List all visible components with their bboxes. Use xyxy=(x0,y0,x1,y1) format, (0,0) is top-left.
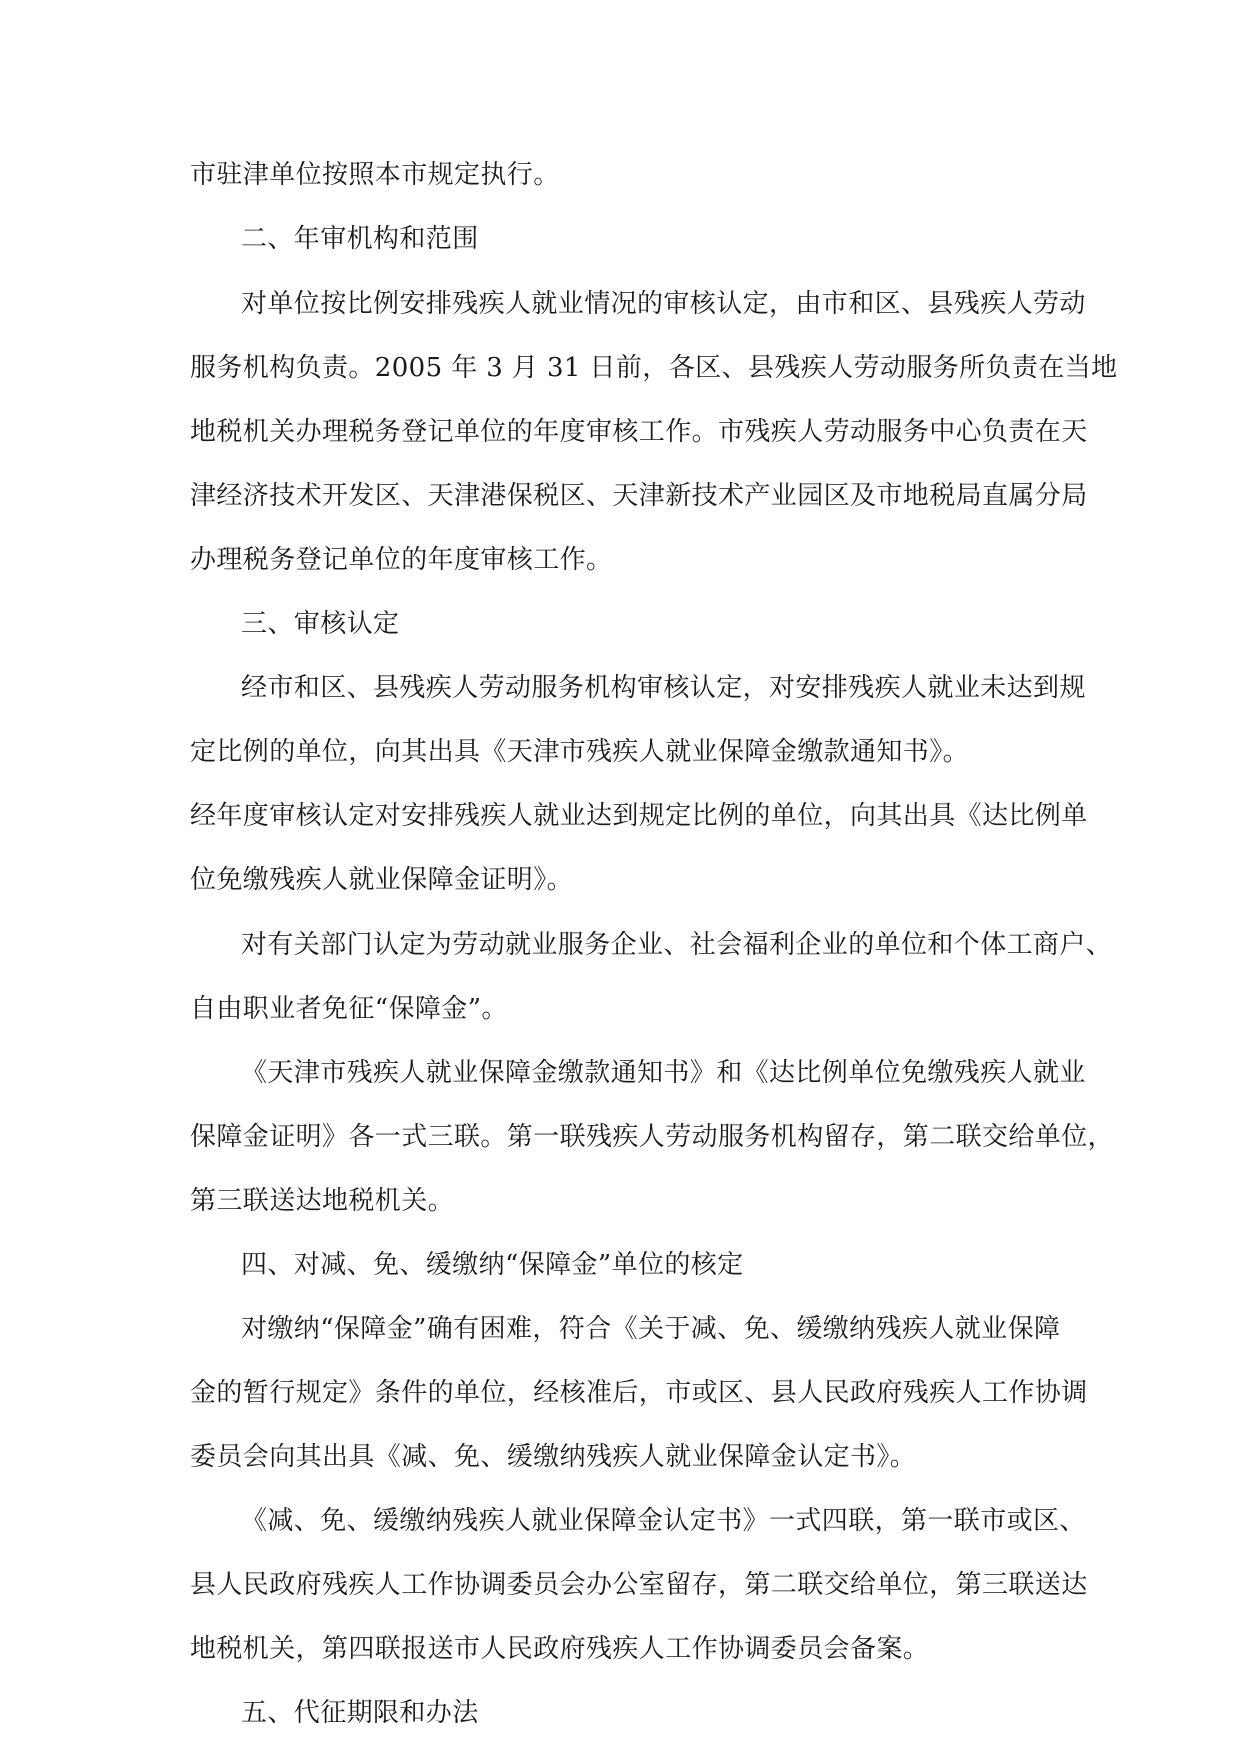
paragraph-line: 地税机关办理税务登记单位的年度审核工作。市残疾人劳动服务中心负责在天 xyxy=(190,417,1088,447)
section-heading: 四、对减、免、缓缴纳“保障金”单位的核定 xyxy=(241,1250,744,1280)
paragraph-line: 服务机构负责。2005 年 3 月 31 日前，各区、县残疾人劳动服务所负责在当地 xyxy=(190,353,1118,383)
paragraph-line: 保障金证明》各一式三联。第一联残疾人劳动服务机构留存，第二联交给单位， xyxy=(190,1122,1115,1152)
paragraph-line: 《减、免、缓缴纳残疾人就业保障金认定书》一式四联，第一联市或区、 xyxy=(241,1506,1086,1536)
paragraph-line: 金的暂行规定》条件的单位，经核准后，市或区、县人民政府残疾人工作协调 xyxy=(190,1378,1088,1408)
paragraph-line: 对缴纳“保障金”确有困难，符合《关于减、免、缓缴纳残疾人就业保障 xyxy=(241,1314,1061,1344)
paragraph-line: 市驻津单位按照本市规定执行。 xyxy=(190,160,560,190)
paragraph-line: 定比例的单位，向其出具《天津市残疾人就业保障金缴款通知书》。 xyxy=(190,737,970,767)
paragraph-line: 位免缴残疾人就业保障金证明》。 xyxy=(190,865,574,895)
paragraph-line: 对有关部门认定为劳动就业服务企业、社会福利企业的单位和个体工商户、 xyxy=(241,930,1113,960)
paragraph-line: 经年度审核认定对安排残疾人就业达到规定比例的单位，向其出具《达比例单 xyxy=(190,801,1088,831)
section-heading: 五、代征期限和办法 xyxy=(241,1698,479,1728)
paragraph-line: 办理税务登记单位的年度审核工作。 xyxy=(190,545,613,575)
paragraph-line: 县人民政府残疾人工作协调委员会办公室留存，第二联交给单位，第三联送达 xyxy=(190,1570,1088,1600)
paragraph-line: 对单位按比例安排残疾人就业情况的审核认定，由市和区、县残疾人劳动 xyxy=(241,289,1086,319)
section-heading: 三、审核认定 xyxy=(241,609,400,639)
paragraph-line: 第三联送达地税机关。 xyxy=(190,1186,455,1216)
paragraph-line: 委员会向其出具《减、免、缓缴纳残疾人就业保障金认定书》。 xyxy=(190,1442,917,1472)
paragraph-line: 津经济技术开发区、天津港保税区、天津新技术产业园区及市地税局直属分局 xyxy=(190,481,1088,511)
paragraph-line: 《天津市残疾人就业保障金缴款通知书》和《达比例单位免缴残疾人就业 xyxy=(241,1058,1086,1088)
paragraph-line: 自由职业者免征“保障金”。 xyxy=(190,994,508,1024)
paragraph-line: 经市和区、县残疾人劳动服务机构审核认定，对安排残疾人就业未达到规 xyxy=(241,673,1086,703)
paragraph-line: 地税机关，第四联报送市人民政府残疾人工作协调委员会备案。 xyxy=(190,1634,930,1664)
section-heading: 二、年审机构和范围 xyxy=(241,224,479,254)
